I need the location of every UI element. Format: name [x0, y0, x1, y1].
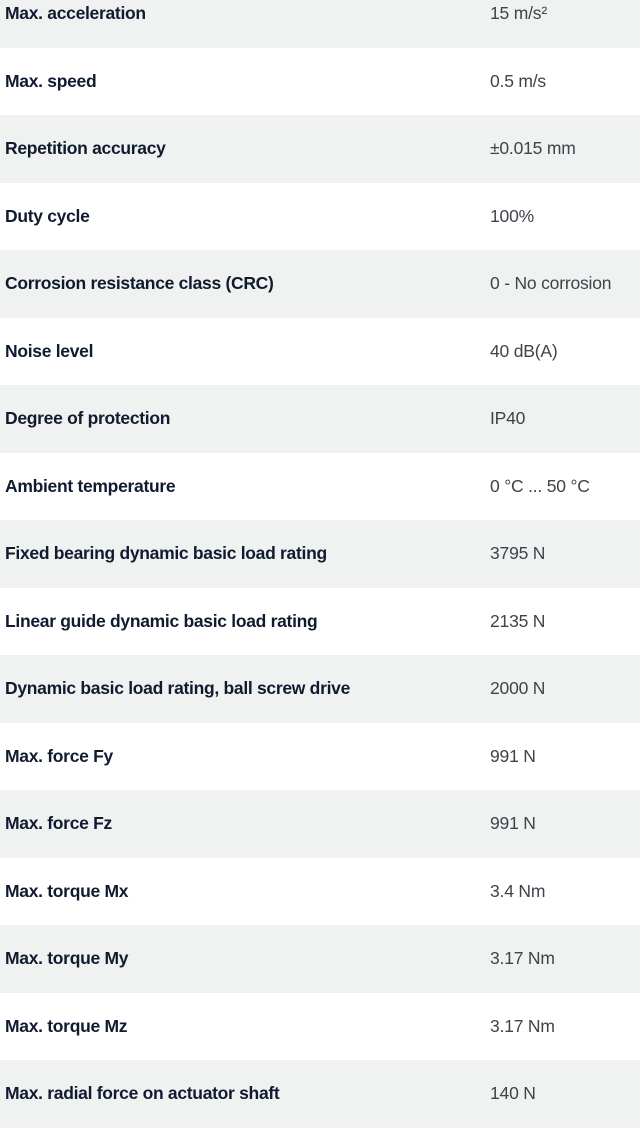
spec-row — [0, 993, 640, 1061]
spec-row — [0, 385, 640, 453]
spec-label: Max. acceleration — [5, 3, 146, 24]
spec-row — [0, 858, 640, 926]
spec-value: 3.4 Nm — [490, 880, 546, 901]
spec-value: 0.5 m/s — [490, 70, 546, 91]
spec-row — [0, 655, 640, 723]
spec-row — [0, 588, 640, 656]
spec-value: 15 m/s² — [490, 3, 547, 24]
spec-value: 140 N — [490, 1083, 536, 1104]
spec-value: 2000 N — [490, 678, 546, 699]
spec-value: 100% — [490, 205, 534, 226]
spec-label: Max. radial force on actuator shaft — [5, 1083, 280, 1104]
spec-value: 991 N — [490, 813, 536, 834]
spec-value: 3.17 Nm — [490, 948, 555, 969]
spec-row — [0, 48, 640, 116]
spec-value: 2135 N — [490, 610, 546, 631]
spec-row — [0, 790, 640, 858]
spec-row — [0, 1060, 640, 1128]
spec-value: ±0.015 mm — [490, 138, 576, 159]
spec-label: Dynamic basic load rating, ball screw drive — [5, 678, 351, 699]
spec-label: Max. force Fy — [5, 745, 113, 766]
spec-label: Duty cycle — [5, 205, 90, 226]
spec-label: Degree of protection — [5, 408, 171, 429]
spec-value: 0 °C ... 50 °C — [490, 475, 590, 496]
spec-value: 0 - No corrosion — [490, 273, 612, 294]
spec-label: Noise level — [5, 340, 94, 361]
spec-label: Linear guide dynamic basic load rating — [5, 610, 318, 631]
spec-value: 40 dB(A) — [490, 340, 558, 361]
spec-row — [0, 925, 640, 993]
spec-label: Max. torque Mz — [5, 1015, 128, 1036]
spec-label: Max. speed — [5, 70, 97, 91]
spec-row — [0, 250, 640, 318]
spec-label: Repetition accuracy — [5, 138, 166, 159]
spec-value: 991 N — [490, 745, 536, 766]
spec-label: Max. torque My — [5, 948, 129, 969]
spec-row — [0, 0, 640, 48]
spec-row — [0, 723, 640, 791]
spec-row — [0, 183, 640, 251]
spec-row — [0, 318, 640, 386]
spec-label: Max. torque Mx — [5, 880, 129, 901]
spec-value: 3.17 Nm — [490, 1015, 555, 1036]
spec-label: Max. force Fz — [5, 813, 112, 834]
spec-row — [0, 520, 640, 588]
spec-value: IP40 — [490, 408, 526, 429]
spec-label: Fixed bearing dynamic basic load rating — [5, 543, 327, 564]
spec-row — [0, 115, 640, 183]
spec-value: 3795 N — [490, 543, 546, 564]
spec-row — [0, 453, 640, 521]
spec-label: Ambient temperature — [5, 475, 176, 496]
spec-label: Corrosion resistance class (CRC) — [5, 273, 274, 294]
